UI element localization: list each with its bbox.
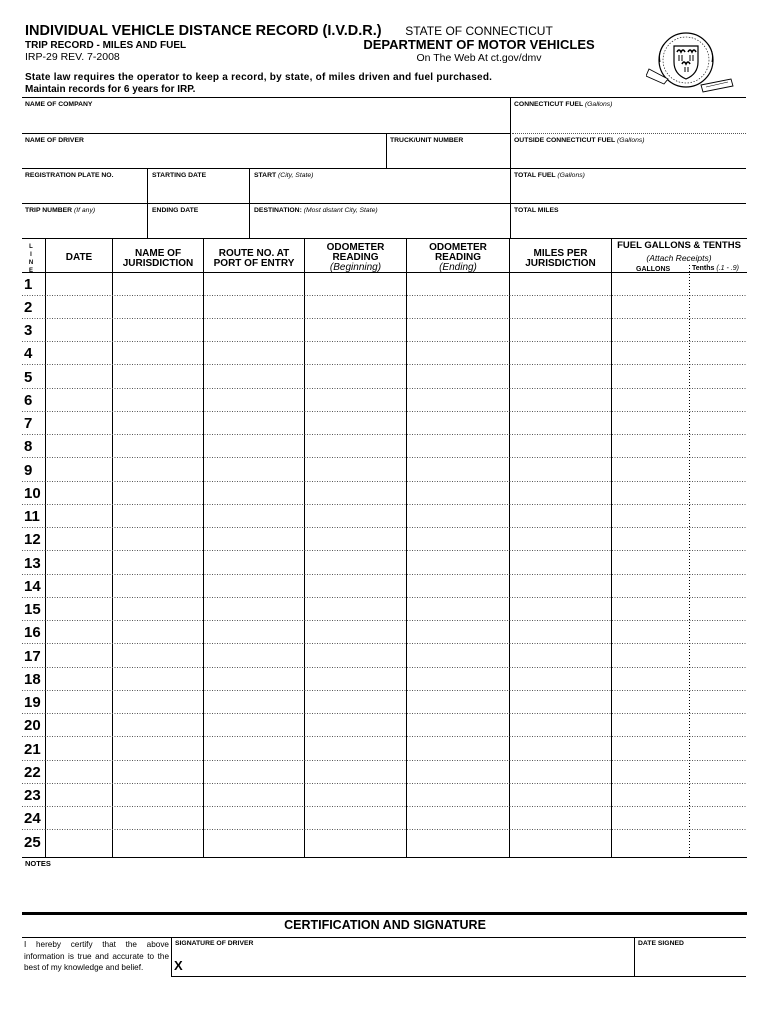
row-number: 6	[24, 392, 33, 409]
row-number: 17	[24, 648, 41, 665]
fuel-column-header: FUEL GALLONS & TENTHS	[617, 240, 741, 251]
date-column-header: DATE	[65, 252, 93, 263]
date-signed-field-label: DATE SIGNED	[638, 940, 684, 947]
truck-field-label: TRUCK/UNIT NUMBER	[390, 137, 464, 144]
row-number: 2	[24, 299, 33, 316]
date-signed-field[interactable]	[636, 950, 746, 976]
retention-notice: Maintain records for 6 years for IRP.	[25, 84, 196, 95]
total-fuel-field-label: TOTAL FUEL (Gallons)	[514, 172, 585, 179]
row-number: 14	[24, 578, 41, 595]
jurisdiction-column-header: NAME OF JURISDICTION	[122, 248, 194, 269]
form-subtitle: TRIP RECORD - MILES AND FUEL	[25, 40, 187, 51]
row-number: 11	[24, 508, 40, 525]
trip-number-field-label: TRIP NUMBER (If any)	[25, 207, 96, 214]
start-date-field-label: STARTING DATE	[152, 172, 207, 179]
total-miles-field-label: TOTAL MILES	[514, 207, 559, 214]
row-number: 9	[24, 462, 33, 479]
row-number: 18	[24, 671, 41, 688]
row-number: 4	[24, 345, 33, 362]
certification-title: CERTIFICATION AND SIGNATURE	[284, 918, 486, 932]
destination-field[interactable]	[251, 216, 508, 237]
row-number: 3	[24, 322, 33, 339]
row-number: 25	[24, 834, 41, 851]
department-name: DEPARTMENT OF MOTOR VEHICLES	[363, 37, 595, 52]
end-date-field[interactable]	[149, 216, 247, 237]
miles-column-header: MILES PER JURISDICTION	[525, 248, 596, 269]
route-column-header: ROUTE NO. AT PORT OF ENTRY	[213, 248, 295, 269]
company-field-label: NAME OF COMPANY	[25, 101, 93, 108]
row-number: 20	[24, 717, 41, 734]
row-number: 21	[24, 741, 41, 758]
row-number: 23	[24, 787, 41, 804]
gallons-subheader: GALLONS	[636, 266, 671, 273]
plate-field-label: REGISTRATION PLATE NO.	[25, 172, 114, 179]
row-number: 22	[24, 764, 41, 781]
row-number: 15	[24, 601, 41, 618]
odometer-begin-column-header: ODOMETER READING (Beginning)	[326, 242, 385, 273]
law-notice: State law requires the operator to keep a record, by state, of miles driven and fuel purchased.	[25, 72, 493, 83]
total-fuel-field[interactable]	[513, 181, 745, 202]
tenths-subheader: Tenths (.1 - .9)	[692, 265, 739, 272]
end-date-field-label: ENDING DATE	[152, 207, 199, 214]
driver-field-label: NAME OF DRIVER	[25, 137, 84, 144]
row-number: 10	[24, 485, 41, 502]
row-number: 7	[24, 415, 33, 432]
start-location-field[interactable]	[251, 181, 508, 202]
row-number: 8	[24, 438, 33, 455]
start-location-field-label: START (City, State)	[254, 172, 314, 179]
certification-statement: I hereby certify that the above information is true and accurate to the best of my knowledge and belief.	[24, 940, 169, 972]
truck-field[interactable]	[388, 146, 508, 167]
company-field[interactable]	[24, 110, 508, 132]
driver-field[interactable]	[24, 146, 384, 167]
row-number: 16	[24, 624, 41, 641]
signature-x-mark: X	[174, 958, 183, 973]
state-name: STATE OF CONNECTICUT	[405, 24, 553, 38]
outside-fuel-field-label: OUTSIDE CONNECTICUT FUEL (Gallons)	[514, 137, 645, 144]
row-number: 1	[24, 276, 33, 293]
ct-fuel-field-label: CONNECTICUT FUEL (Gallons)	[514, 101, 613, 108]
start-date-field[interactable]	[149, 181, 247, 202]
destination-field-label: DESTINATION: (Most distant City, State)	[254, 207, 378, 214]
trip-table	[22, 238, 747, 858]
plate-field[interactable]	[24, 181, 145, 202]
state-seal-icon	[646, 22, 736, 100]
notes-field[interactable]	[22, 870, 746, 912]
form-title: INDIVIDUAL VEHICLE DISTANCE RECORD (I.V.D.R.)	[25, 23, 382, 39]
line-column-header: L I N E	[28, 244, 34, 274]
row-number: 13	[24, 555, 41, 572]
outside-fuel-field[interactable]	[513, 146, 745, 167]
website-line: On The Web At ct.gov/dmv	[416, 52, 542, 64]
form-number: IRP-29 REV. 7-2008	[25, 51, 120, 63]
row-number: 12	[24, 531, 41, 548]
signature-field[interactable]	[188, 950, 632, 976]
odometer-end-column-header: ODOMETER READING (Ending)	[429, 242, 487, 273]
ct-fuel-field[interactable]	[513, 110, 745, 132]
row-number: 24	[24, 810, 41, 827]
total-miles-field[interactable]	[513, 216, 745, 237]
notes-label: NOTES	[25, 859, 51, 868]
signature-field-label: SIGNATURE OF DRIVER	[175, 940, 254, 947]
trip-number-field[interactable]	[24, 216, 145, 237]
fuel-receipts-note: (Attach Receipts)	[646, 253, 712, 263]
row-number: 19	[24, 694, 41, 711]
row-number: 5	[24, 369, 33, 386]
